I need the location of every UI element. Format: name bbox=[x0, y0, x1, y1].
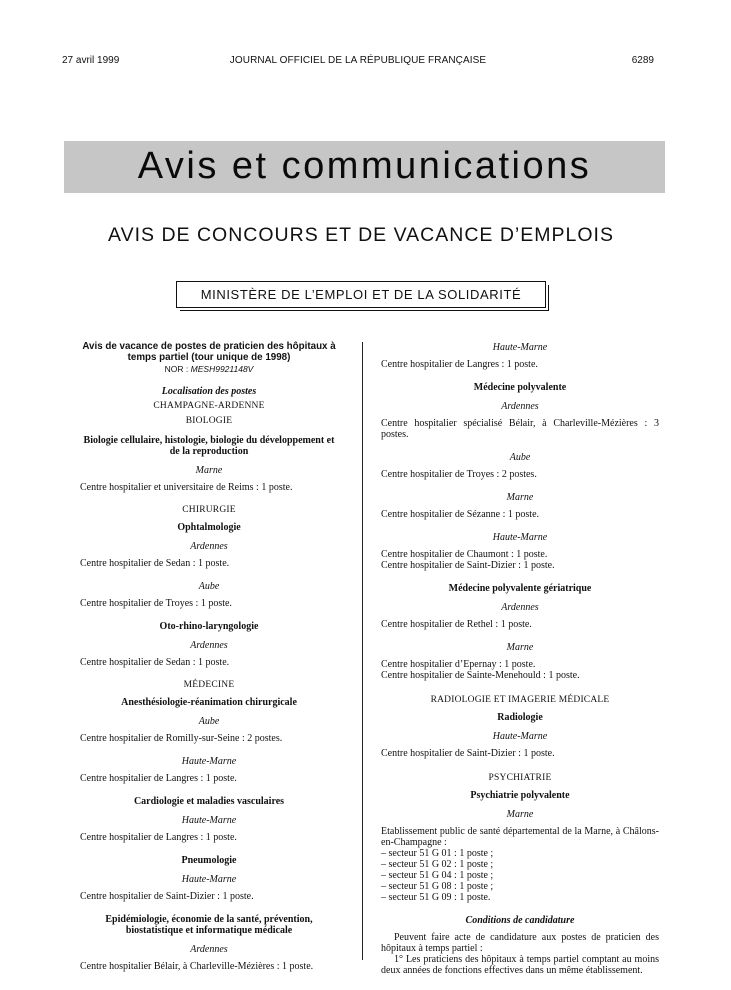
department-aube: Aube bbox=[198, 716, 220, 727]
discipline-epidemiologie: Epidémiologie, économie de la santé, prévention, biostatistique et informatique médicale bbox=[105, 914, 313, 936]
main-title: AVIS DE CONCOURS ET DE VACANCE D’EMPLOIS bbox=[108, 224, 614, 246]
post-entry: Centre hospitalier de Langres : 1 poste. bbox=[381, 359, 538, 370]
left-column bbox=[80, 342, 338, 972]
department-haute-marne: Haute-Marne bbox=[181, 815, 237, 826]
nor-code: MESH9921148V bbox=[190, 364, 254, 374]
discipline-ophtalmologie: Ophtalmologie bbox=[177, 522, 241, 533]
right-column bbox=[381, 342, 659, 976]
department-ardennes: Ardennes bbox=[190, 541, 228, 552]
header-journal-title: JOURNAL OFFICIEL DE LA RÉPUBLIQUE FRANÇAISE bbox=[229, 55, 487, 66]
post-entry: Centre hospitalier et universitaire de Reims : 1 poste. bbox=[80, 482, 293, 493]
post-entry: Centre hospitalier de Rethel : 1 poste. bbox=[381, 619, 532, 630]
nor-label: NOR : bbox=[164, 364, 189, 374]
discipline-psychiatrie-polyvalente: Psychiatrie polyvalente bbox=[470, 790, 570, 801]
post-entry: Centre hospitalier de Sainte-Menehould : 1 poste. bbox=[381, 670, 580, 681]
region-heading: CHAMPAGNE-ARDENNE bbox=[153, 401, 265, 411]
post-entry: Centre hospitalier de Chaumont : 1 poste. bbox=[381, 549, 548, 560]
department-haute-marne: Haute-Marne bbox=[492, 731, 548, 742]
notice-title: Avis de vacance de postes de praticien des hôpitaux à temps partiel (tour unique de 1998) bbox=[82, 341, 336, 363]
post-entry: Centre hospitalier de Saint-Dizier : 1 poste. bbox=[381, 748, 555, 759]
discipline-radiologie: Radiologie bbox=[497, 712, 543, 723]
post-entry: Centre hospitalier de Sézanne : 1 poste. bbox=[381, 509, 540, 520]
department-aube: Aube bbox=[198, 581, 220, 592]
department-marne: Marne bbox=[506, 642, 534, 653]
post-entry: Etablissement public de santé départemental de la Marne, à Châlons-en-Champagne : bbox=[381, 826, 659, 848]
specialty-radiologie: RADIOLOGIE ET IMAGERIE MÉDICALE bbox=[430, 695, 610, 705]
post-entry: Centre hospitalier de Troyes : 1 poste. bbox=[80, 598, 232, 609]
specialty-chirurgie: CHIRURGIE bbox=[182, 505, 236, 515]
post-entry: Centre hospitalier de Langres : 1 poste. bbox=[80, 832, 237, 843]
discipline-medecine-geriatrique: Médecine polyvalente gériatrique bbox=[448, 583, 592, 594]
list-item: – secteur 51 G 08 : 1 poste ; bbox=[381, 881, 494, 892]
specialty-medecine: MÉDECINE bbox=[183, 680, 235, 690]
post-entry: Centre hospitalier d’Epernay : 1 poste. bbox=[381, 659, 536, 670]
list-item: – secteur 51 G 01 : 1 poste ; bbox=[381, 848, 494, 859]
ministry-box: MINISTÈRE DE L’EMPLOI ET DE LA SOLIDARITÉ bbox=[176, 281, 546, 308]
department-aube: Aube bbox=[509, 452, 531, 463]
department-haute-marne: Haute-Marne bbox=[181, 874, 237, 885]
conditions-paragraph: Peuvent faire acte de candidature aux postes de praticien des hôpitaux à temps partiel : bbox=[381, 932, 659, 954]
nor-reference bbox=[80, 364, 338, 375]
department-ardennes: Ardennes bbox=[501, 401, 539, 412]
list-item: – secteur 51 G 04 : 1 poste ; bbox=[381, 870, 494, 881]
department-haute-marne: Haute-Marne bbox=[492, 532, 548, 543]
sector-list bbox=[381, 848, 659, 903]
department-marne: Marne bbox=[506, 492, 534, 503]
post-entry: Centre hospitalier de Troyes : 2 postes. bbox=[381, 469, 537, 480]
discipline-pneumologie: Pneumologie bbox=[181, 855, 237, 866]
post-entry: Centre hospitalier de Saint-Dizier : 1 poste. bbox=[80, 891, 254, 902]
department-haute-marne: Haute-Marne bbox=[492, 342, 548, 353]
discipline-anesthesiologie: Anesthésiologie-réanimation chirurgicale bbox=[121, 697, 297, 708]
discipline-cardiologie: Cardiologie et maladies vasculaires bbox=[133, 796, 285, 807]
section-banner bbox=[64, 141, 665, 193]
discipline-biologie-cellulaire: Biologie cellulaire, histologie, biologie du développement et de la reproduction bbox=[83, 435, 335, 457]
department-ardennes: Ardennes bbox=[190, 640, 228, 651]
department-haute-marne: Haute-Marne bbox=[181, 756, 237, 767]
conditions-paragraph: 1° Les praticiens des hôpitaux à temps partiel comptant au moins deux années de fonctions effectives dans un même établissement. bbox=[381, 954, 659, 976]
department-marne: Marne bbox=[506, 809, 534, 820]
column-divider bbox=[362, 342, 363, 960]
department-ardennes: Ardennes bbox=[190, 944, 228, 955]
department-ardennes: Ardennes bbox=[501, 602, 539, 613]
list-item: – secteur 51 G 02 : 1 poste ; bbox=[381, 859, 494, 870]
list-item: – secteur 51 G 09 : 1 poste. bbox=[381, 892, 491, 903]
localisation-heading: Localisation des postes bbox=[161, 386, 257, 397]
header-page-number: 6289 bbox=[631, 55, 654, 66]
specialty-biologie: BIOLOGIE bbox=[185, 416, 233, 426]
post-entry: Centre hospitalier de Sedan : 1 poste. bbox=[80, 657, 230, 668]
conditions-heading: Conditions de candidature bbox=[465, 915, 575, 926]
post-entry: Centre hospitalier de Saint-Dizier : 1 poste. bbox=[381, 560, 555, 571]
running-header bbox=[62, 55, 654, 71]
post-entry: Centre hospitalier de Romilly-sur-Seine : 2 postes. bbox=[80, 733, 283, 744]
post-entry: Centre hospitalier de Sedan : 1 poste. bbox=[80, 558, 230, 569]
post-entry: Centre hospitalier spécialisé Bélair, à Charleville-Mézières : 3 postes. bbox=[381, 418, 659, 440]
post-entry: Centre hospitalier de Langres : 1 poste. bbox=[80, 773, 237, 784]
post-entry: Centre hospitalier Bélair, à Charleville-Mézières : 1 poste. bbox=[80, 961, 314, 972]
banner-title: Avis et communications bbox=[137, 145, 592, 187]
discipline-medecine-polyvalente: Médecine polyvalente bbox=[473, 382, 567, 393]
discipline-orl: Oto-rhino-laryngologie bbox=[159, 621, 259, 632]
department-marne: Marne bbox=[195, 465, 223, 476]
header-date: 27 avril 1999 bbox=[62, 55, 120, 66]
specialty-psychiatrie: PSYCHIATRIE bbox=[488, 773, 552, 783]
